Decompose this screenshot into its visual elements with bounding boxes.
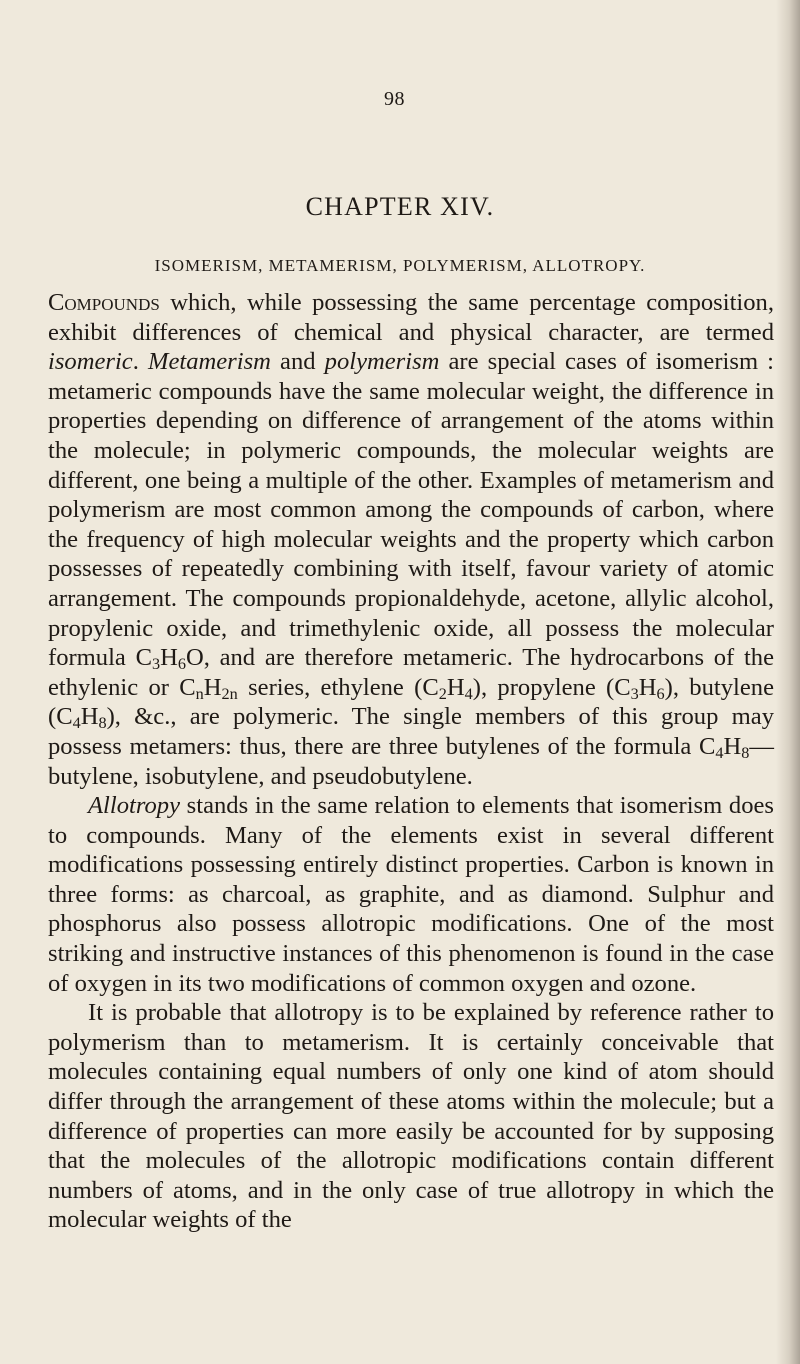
subscript: 3 — [151, 655, 161, 674]
text-run: which, while possessing the same percentage composition, exhibit differences of chemical and physical character, are termed — [48, 289, 774, 346]
subscript: 8 — [98, 714, 107, 733]
text-run: H — [160, 644, 178, 672]
text-run: ), propylene (C — [472, 673, 631, 701]
term-metamerism: Metamerism — [147, 348, 271, 376]
text-run: H — [80, 703, 99, 731]
text-run: O, and are therefore metameric. The hydrocarbons of the ethylenic or C — [48, 644, 775, 701]
text-run: H — [638, 673, 657, 701]
text-run: ), &c., are polymeric. The single members of this group may possess metamers: thus, there are three butylenes of the formula C — [48, 703, 774, 760]
text-run: . — [132, 348, 148, 376]
subscript: 6 — [656, 684, 665, 703]
paragraph-allotropy-explanation: It is probable that allotropy is to be explained by reference rather to polymerism than to metamerism. It is certainly conceivable that molecules containing equal numbers of only one kind of atom should differ through the arrangement of these atoms within the molecule; but a difference of properties can more easily be accounted for by supposing that the molecules of the allotropic modifications contain different numbers of atoms, and in the only case of true allotropy in which the molecular weights of the — [48, 999, 774, 1234]
paragraph-isomerism — [48, 288, 774, 791]
term-allotropy: Allotropy — [88, 792, 180, 820]
text-run: H — [446, 673, 465, 701]
subscript: 4 — [715, 743, 724, 762]
chapter-title: CHAPTER XIV. — [305, 192, 495, 221]
chapter-subtitle: ISOMERISM, METAMERISM, POLYMERISM, ALLOTROPY. — [154, 256, 646, 275]
lead-word: Compounds — [48, 289, 160, 316]
term-polymerism: polymerism — [324, 348, 440, 376]
body-text — [48, 288, 774, 1235]
text-run: are special cases of isomerism : metameric compounds have the same molecular weight, the difference in properties depending on difference of arrangement of the atoms within the molecule; in polymeric compounds, the molecular weights are different, one being a multiple of the other. Examples of metamerism and polymerism are most common among the compounds of carbon, where the frequency of high molecular weights and the property which carbon possesses of repeatedly combining with itself, favour variety of atomic arrangement. The compounds propionaldehyde, acetone, allylic alcohol, propylenic oxide, and trimethylenic oxide, all possess the molecular formula C — [48, 348, 775, 672]
text-run: series, ethylene (C — [237, 673, 439, 701]
paragraph-allotropy — [48, 791, 774, 998]
text-run: and — [270, 348, 325, 376]
term-isomeric: isomeric — [48, 348, 133, 376]
subscript: 2n — [221, 684, 238, 703]
subscript: 4 — [464, 684, 473, 703]
subscript: 4 — [72, 714, 81, 733]
text-run: H — [203, 673, 222, 701]
subscript: 3 — [630, 684, 639, 703]
subscript: 6 — [177, 655, 186, 674]
text-run: ), butylene (C — [48, 673, 774, 731]
text-run: H — [723, 732, 742, 760]
text-run: stands in the same relation to elements that isomerism does to compounds. Many of the elements exist in several different modifications possessing entirely distinct properties. Carbon is known in three forms: as charcoal, as graphite, and as diamond. Sulphur and phosphorus also possess allotropic modifications. One of the most striking and instructive instances of this phenomenon is found in the case of oxygen in its two modifications of common oxygen and ozone. — [48, 792, 774, 997]
page-number: 98 — [384, 88, 405, 110]
subscript: n — [195, 684, 204, 703]
subscript: 8 — [741, 743, 750, 762]
text-run: —butylene, isobutylene, and pseudobutylene. — [48, 732, 774, 790]
subscript: 2 — [438, 684, 447, 703]
